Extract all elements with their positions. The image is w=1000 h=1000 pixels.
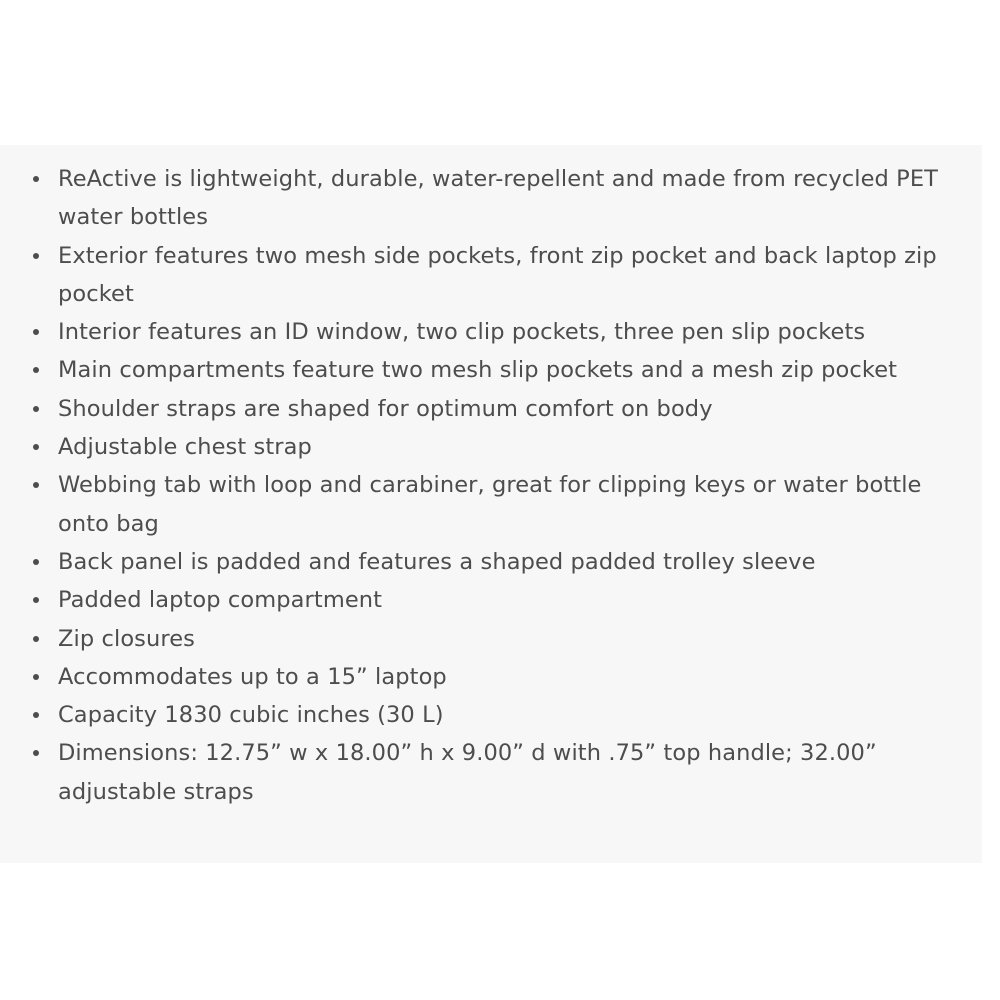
feature-item: Adjustable chest strap bbox=[58, 428, 968, 466]
feature-item: Shoulder straps are shaped for optimum comfort on body bbox=[58, 390, 968, 428]
feature-item: Exterior features two mesh side pockets, front zip pocket and back laptop zip pocket bbox=[58, 237, 968, 314]
feature-list bbox=[58, 160, 968, 811]
feature-item: Dimensions: 12.75” w x 18.00” h x 9.00” d with .75” top handle; 32.00” adjustable straps bbox=[58, 734, 968, 811]
feature-item: Back panel is padded and features a shaped padded trolley sleeve bbox=[58, 543, 968, 581]
product-features-panel bbox=[0, 145, 982, 863]
feature-item: Main compartments feature two mesh slip pockets and a mesh zip pocket bbox=[58, 351, 968, 389]
feature-item: Capacity 1830 cubic inches (30 L) bbox=[58, 696, 968, 734]
feature-item: Webbing tab with loop and carabiner, great for clipping keys or water bottle onto bag bbox=[58, 466, 968, 543]
feature-item: Interior features an ID window, two clip pockets, three pen slip pockets bbox=[58, 313, 968, 351]
feature-item: Padded laptop compartment bbox=[58, 581, 968, 619]
feature-item: Accommodates up to a 15” laptop bbox=[58, 658, 968, 696]
feature-item: Zip closures bbox=[58, 620, 968, 658]
feature-item: ReActive is lightweight, durable, water-repellent and made from recycled PET water bottles bbox=[58, 160, 968, 237]
